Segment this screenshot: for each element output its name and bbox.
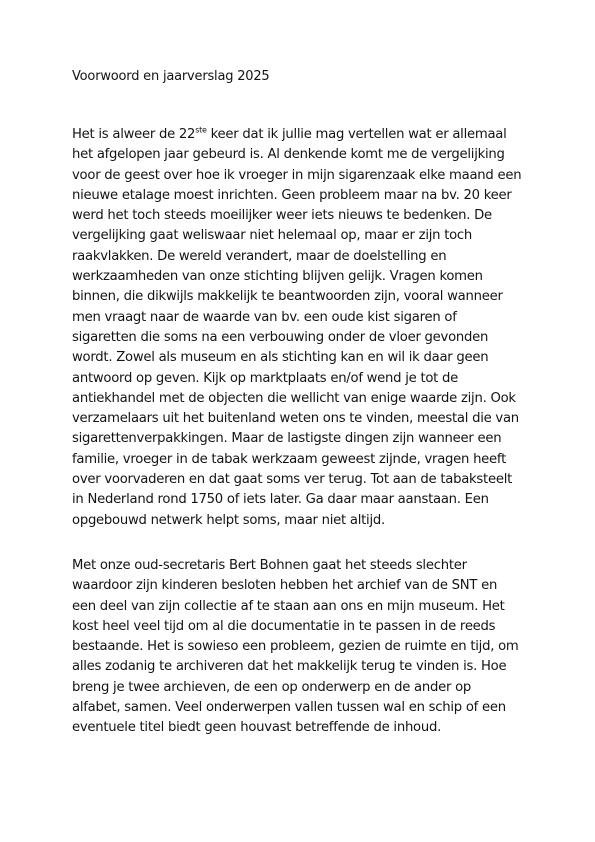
paragraph-line: familie, vroeger in de tabak werkzaam geweest zijnde, vragen heeft bbox=[72, 451, 506, 467]
paragraph-line: alfabet, samen. Veel onderwerpen vallen tussen wal en schip of een bbox=[72, 700, 506, 716]
paragraph-line: verzamelaars uit het buitenland weten ons te vinden, meestal die van bbox=[72, 411, 519, 427]
line-text: keer dat ik jullie mag vertellen wat er allemaal bbox=[206, 127, 507, 142]
paragraph-line: breng je twee archieven, de een op onderwerp en de ander op bbox=[72, 679, 472, 695]
paragraph-line: werkzaamheden van onze stichting blijven gelijk. Vragen komen bbox=[72, 269, 483, 285]
paragraph-line: het afgelopen jaar gebeurd is. Al denkende komt me de vergelijking bbox=[72, 147, 505, 163]
paragraph-line: waardoor zijn kinderen besloten hebben het archief van de SNT en bbox=[72, 578, 498, 594]
paragraph-line: een deel van zijn collectie af te staan aan ons en mijn museum. Het bbox=[72, 598, 505, 614]
document-title: Voorwoord en jaarverslag 2025 bbox=[72, 69, 270, 84]
ordinal-superscript: ste bbox=[195, 125, 207, 135]
paragraph-line: over voorvaderen en dat gaat soms ver terug. Tot aan de tabaksteelt bbox=[72, 472, 513, 488]
paragraph-line: raakvlakken. De wereld verandert, maar de doelstelling en bbox=[72, 248, 447, 264]
paragraph-line: Met onze oud-secretaris Bert Bohnen gaat het steeds slechter bbox=[72, 558, 467, 573]
paragraph-line: in Nederland rond 1750 of iets later. Ga daar maar aanstaan. Een bbox=[72, 492, 489, 508]
paragraph-line: nieuwe etalage moest inrichten. Geen probleem maar na bv. 20 keer bbox=[72, 187, 512, 203]
paragraph-line bbox=[72, 125, 548, 145]
paragraph-line: antiekhandel met de objecten die wellicht van enige waarde zijn. Ook bbox=[72, 390, 516, 406]
paragraph-line: voor de geest over hoe ik vroeger in mijn sigarenzaak elke maand een bbox=[72, 167, 522, 183]
paragraph-line: sigaretten die soms na een verbouwing onder de vloer gevonden bbox=[72, 329, 489, 345]
paragraph-archive bbox=[72, 556, 548, 739]
paragraph-line: sigarettenverpakkingen. Maar de lastigste dingen zijn wanneer een bbox=[72, 431, 502, 447]
paragraph-line: alles zodanig te archiveren dat het makkelijk terug te vinden is. Hoe bbox=[72, 659, 507, 675]
paragraph-line: opgebouwd netwerk helpt soms, maar niet altijd. bbox=[72, 512, 385, 528]
paragraph-line: men vraagt naar de waarde van bv. een oude kist sigaren of bbox=[72, 309, 457, 325]
paragraph-line: vergelijking gaat weliswaar niet helemaal op, maar er zijn toch bbox=[72, 228, 473, 244]
paragraph-line: eventuele titel biedt geen houvast betreffende de inhoud. bbox=[72, 720, 442, 736]
paragraph-line: antwoord op geven. Kijk op marktplaats en/of wend je tot de bbox=[72, 370, 459, 386]
paragraph-line: werd het toch steeds moeilijker weer iets nieuws te bedenken. De bbox=[72, 208, 492, 224]
line-text: Het is alweer de 22 bbox=[72, 127, 196, 142]
paragraph-line: kost heel veel tijd om al die documentatie in te passen in de reeds bbox=[72, 618, 496, 634]
paragraph-line: binnen, die dikwijls makkelijk te beantwoorden zijn, vooral wanneer bbox=[72, 289, 503, 305]
paragraph-intro bbox=[72, 125, 548, 531]
paragraph-line: bestaande. Het is sowieso een probleem, gezien de ruimte en tijd, om bbox=[72, 639, 519, 655]
paragraph-line: wordt. Zowel als museum en als stichting kan en wil ik daar geen bbox=[72, 350, 489, 366]
